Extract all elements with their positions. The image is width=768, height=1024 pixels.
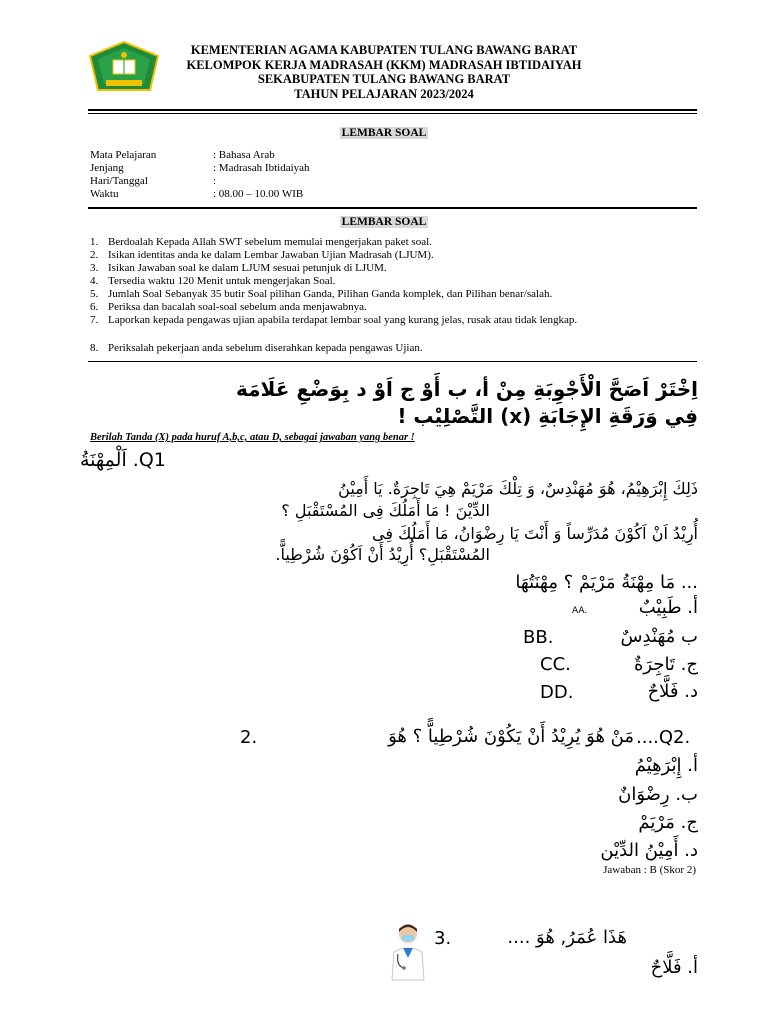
- instruction-item: [90, 275, 698, 288]
- info-value: : Bahasa Arab: [213, 149, 275, 161]
- q1-option-d: د. فَلَّاحٌ: [647, 681, 698, 702]
- instruction-number: 1.: [90, 236, 99, 248]
- q3-number: 3.: [434, 928, 452, 949]
- info-label: Waktu: [90, 188, 119, 200]
- instruction-item: [90, 249, 698, 262]
- header-line-2: KELOMPOK KERJA MADRASAH (KKM) MADRASAH IBTIDAIYAH: [186, 58, 582, 72]
- instruction-item: [90, 236, 698, 249]
- q1-title: [80, 449, 166, 471]
- q2-option-d: د. أَمِيْنُ الدِّيْن: [600, 840, 698, 861]
- instruction-text: Tersedia waktu 120 Menit untuk mengerjakan Soal.: [108, 275, 336, 287]
- info-divider: [88, 207, 697, 209]
- info-value: :: [213, 175, 217, 187]
- q1-option-b-code: BB.: [523, 627, 554, 648]
- q1-passage-line: ذَلِكَ إِبْرَهِيْمُ، هُوَ مُهَنْدِسٌ، وَ تِلْكَ مَرْيَمْ هِيَ تَاجِرَةٌ. يَا أَمِيْنُ: [338, 479, 698, 498]
- header-line-3: SEKABUPATEN TULANG BAWANG BARAT: [257, 72, 511, 86]
- info-value: : 08.00 – 10.00 WIB: [213, 188, 304, 200]
- instruction-number: 3.: [90, 262, 99, 274]
- q1-option-c: ج. تَاجِرَةٌ: [633, 654, 698, 675]
- q2-answer: Jawaban : B (Skor 2): [603, 864, 696, 876]
- instruction-number: 4.: [90, 275, 99, 287]
- instruction-item: [90, 262, 698, 275]
- answer-note: Berilah Tanda (X) pada huruf A,b,c, atau D, sebagai jawaban yang benar !: [90, 432, 415, 443]
- q1-passage-line: الدِّيْنَ ! مَا أَمَلُكَ فِى المُسْتَقْبَلِ ؟: [281, 501, 490, 520]
- q1-option-a-code: AA.: [572, 606, 588, 616]
- instruction-text: Berdoalah Kepada Allah SWT sebelum memulai mengerjakan paket soal.: [108, 236, 432, 248]
- q2-code: ....Q2.: [636, 727, 691, 748]
- info-label: Mata Pelajaran: [90, 149, 157, 161]
- q2-option-b: ب. رِضْوَانٌ: [618, 784, 698, 805]
- q1-option-c-code: CC.: [540, 654, 571, 675]
- sheet-title-text: LEMBAR SOAL: [341, 127, 427, 139]
- q2-option-c: ج. مَرْيَمْ: [638, 812, 698, 833]
- instructions-title: [0, 216, 768, 228]
- header-divider: [88, 109, 697, 111]
- header-line-4: TAHUN PELAJARAN 2023/2024: [294, 87, 474, 101]
- q1-title-arabic: اَلْمِهْنَةُ: [80, 449, 127, 471]
- instruction-text: Periksalah pekerjaan anda sebelum diserahkan kepada pengawas Ujian.: [108, 342, 423, 354]
- info-value: : Madrasah Ibtidaiyah: [213, 162, 310, 174]
- q2-question: مَنْ هُوَ يُرِيْدُ أَنْ يَكُوْنَ شُرْطِياًّ ؟ هُوَ: [388, 726, 634, 747]
- arabic-instruction-line-2: فِي وَرَقَةِ الإِجَابَةِ (x) التَّصْلِيْب !: [397, 404, 698, 428]
- instruction-text: Periksa dan bacalah soal-soal sebelum anda menjawabnya.: [108, 301, 367, 313]
- q1-option-b: ب مُهَنْدِسٌ: [620, 626, 698, 647]
- q3-question: هَذَا عُمَرُ, هُوَ ....: [507, 927, 627, 948]
- instruction-text: Laporkan kepada pengawas ujian apabila terdapat lembar soal yang kurang jelas, rusak atau tidak lengkap.: [108, 314, 578, 326]
- q3-option-a: أ. فَلَّاحٌ: [650, 957, 698, 978]
- header-divider-thin: [88, 113, 697, 114]
- instructions-title-text: LEMBAR SOAL: [341, 216, 427, 228]
- q1-question: ... مَا مِهْنَةُ مَرْيَمْ ؟ مِهْنَتُهَا: [515, 572, 698, 593]
- instruction-text: Isikan identitas anda ke dalam Lembar Jawaban Ujian Madrasah (LJUM).: [108, 249, 434, 261]
- instruction-number: 5.: [90, 288, 99, 300]
- instruction-number: 6.: [90, 301, 99, 313]
- instruction-item: [90, 288, 698, 301]
- q1-title-code: .Q1: [132, 449, 166, 471]
- instruction-number: 2.: [90, 249, 99, 261]
- q1-option-a: أ. طَبِيْبٌ: [638, 597, 698, 618]
- header-line-1: KEMENTERIAN AGAMA KABUPATEN TULANG BAWANG BARAT: [190, 43, 578, 57]
- instruction-item: [90, 301, 698, 314]
- instruction-item: [90, 314, 698, 340]
- instruction-text: Isikan Jawaban soal ke dalam LJUM sesuai petunjuk di LJUM.: [108, 262, 387, 274]
- q2-option-a: أ. إِبْرَهِيْمُ: [634, 755, 698, 776]
- q1-passage-line: أُرِيْدُ اَنْ اَكُوْنَ مُدَرِّساً وَ أَنْتَ يَا رِضْوَانُ، مَا أَمَلُكَ فِى: [372, 524, 698, 543]
- info-label: Hari/Tanggal: [90, 175, 148, 187]
- sheet-title: [0, 127, 768, 139]
- info-label: Jenjang: [90, 162, 124, 174]
- arabic-instruction-line-1: اِخْتَرْ اَصَحَّ الْأَجْوِبَةِ مِنْ أ، ب أَوْ ج اَوْ د بِوَضْعِ عَلَامَة: [236, 377, 698, 401]
- doctor-illustration: [386, 922, 430, 982]
- instruction-text: Jumlah Soal Sebanyak 35 butir Soal pilihan Ganda, Pilihan Ganda komplek, dan Pilihan benar/salah.: [108, 288, 553, 300]
- instructions-divider: [88, 361, 697, 362]
- instruction-number: 8.: [90, 342, 99, 354]
- q2-number: 2.: [240, 727, 258, 748]
- q1-passage-line: المُسْتَقْبَلِ؟ أُرِيْدُ أَنْ اَكُوْنَ شُرْطِياًّ.: [275, 545, 490, 564]
- instruction-number: 7.: [90, 314, 99, 326]
- q1-option-d-code: DD.: [540, 682, 574, 703]
- instruction-item: [90, 342, 698, 355]
